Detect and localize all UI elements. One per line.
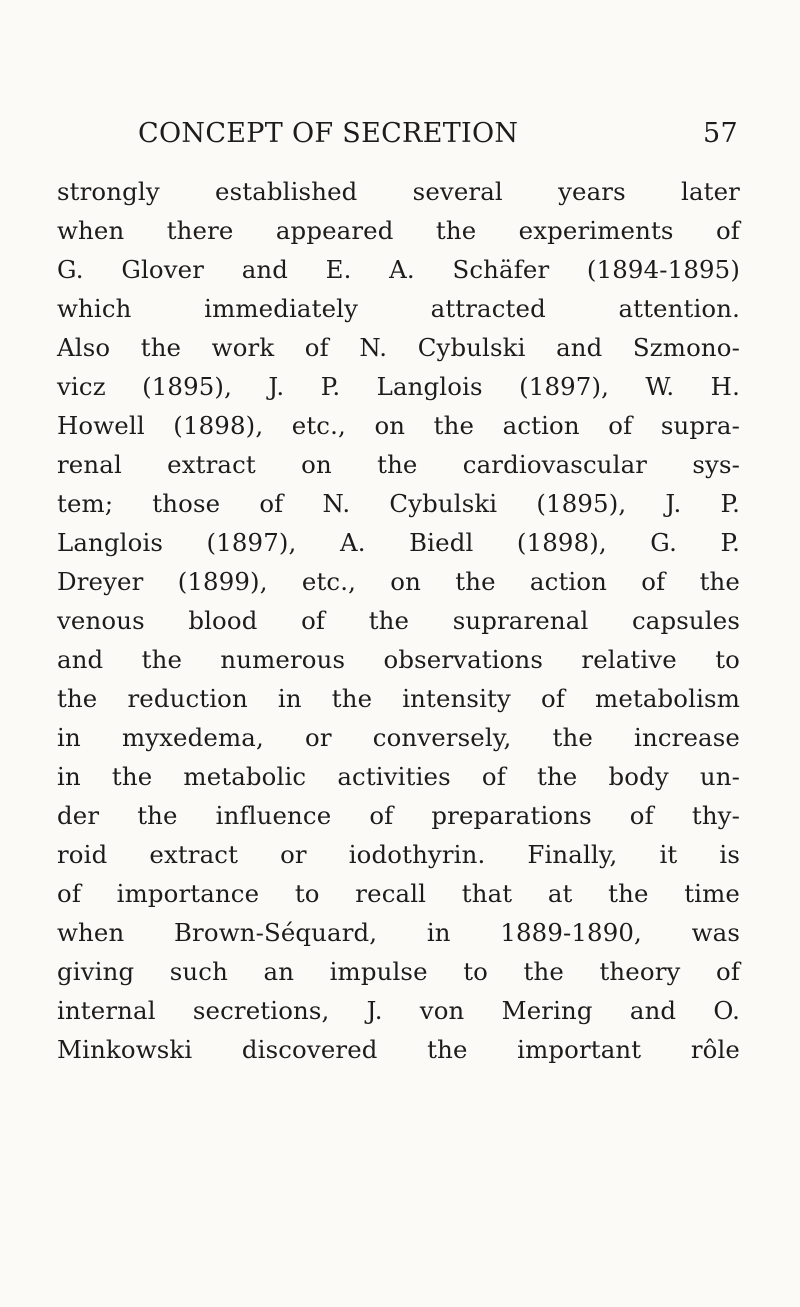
text-line: in the metabolic activities of the body un- (57, 762, 740, 791)
running-head-title: CONCEPT OF SECRETION (138, 118, 519, 149)
text-line: Langlois (1897), A. Biedl (1898), G. P. (57, 528, 740, 557)
text-line: Dreyer (1899), etc., on the action of the (57, 567, 740, 596)
text-line: der the influence of preparations of thy- (57, 801, 740, 830)
text-line: vicz (1895), J. P. Langlois (1897), W. H. (57, 372, 740, 401)
text-line: strongly established several years later (57, 177, 740, 206)
text-line: venous blood of the suprarenal capsules (57, 606, 740, 635)
text-line: G. Glover and E. A. Schäfer (1894-1895) (57, 255, 740, 284)
text-line: internal secretions, J. von Mering and O. (57, 996, 740, 1025)
text-line: when Brown-Séquard, in 1889-1890, was (57, 918, 740, 947)
text-line: Howell (1898), etc., on the action of supra- (57, 411, 740, 440)
text-line: tem; those of N. Cybulski (1895), J. P. (57, 489, 740, 518)
text-line: and the numerous observations relative to (57, 645, 740, 674)
text-line: the reduction in the intensity of metabolism (57, 684, 740, 713)
text-line: giving such an impulse to the theory of (57, 957, 740, 986)
text-line: Minkowski discovered the important rôle (57, 1035, 740, 1064)
text-line: when there appeared the experiments of (57, 216, 740, 245)
text-line: renal extract on the cardiovascular sys- (57, 450, 740, 479)
running-head (138, 118, 738, 158)
text-line: roid extract or iodothyrin. Finally, it is (57, 840, 740, 869)
text-line: Also the work of N. Cybulski and Szmono- (57, 333, 740, 362)
text-line: in myxedema, or conversely, the increase (57, 723, 740, 752)
page-number: 57 (703, 118, 738, 149)
body-text (57, 172, 740, 1069)
text-line: of importance to recall that at the time (57, 879, 740, 908)
text-line: which immediately attracted attention. (57, 294, 740, 323)
